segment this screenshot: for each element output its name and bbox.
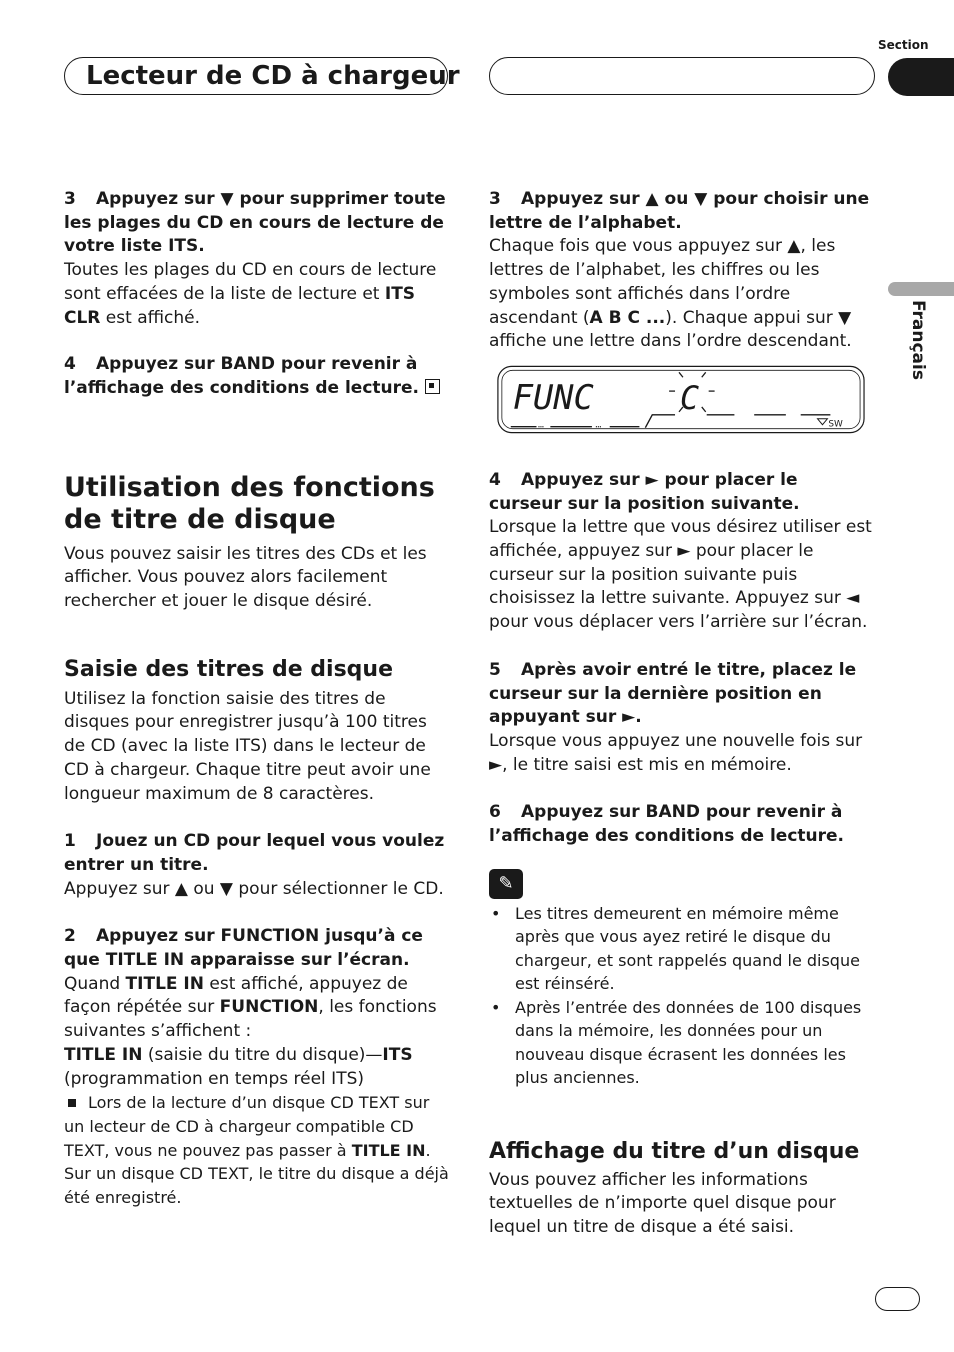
lcd-display-illustration xyxy=(489,365,867,435)
lcd-func-text: FUNC xyxy=(512,377,594,417)
display-title-intro: Vous pouvez afficher les informations textuelles de n’importe quel disque pour lequel un titre de disque a été saisi. xyxy=(489,1169,836,1238)
lcd-sw-label: SW xyxy=(828,419,843,430)
section-intro: Vous pouvez saisir les titres des CDs et les afficher. Vous pouvez alors facilement rechercher et jouer le disque désiré. xyxy=(64,543,427,612)
right-column xyxy=(489,188,875,1240)
end-of-section-icon xyxy=(425,379,440,394)
entry-step-2-title: 2 Appuyez sur FUNCTION jusqu’à ce que TITLE IN apparaisse sur l’écran. xyxy=(64,926,423,971)
left-column xyxy=(64,188,450,1210)
lcd-cursor-char: C xyxy=(679,380,700,417)
page-number-frame xyxy=(875,1287,920,1311)
notes-list xyxy=(489,902,875,1090)
section-heading: Utilisation des fonctions de titre de disque xyxy=(64,471,435,535)
note-bullet-icon xyxy=(68,1099,76,1107)
chapter-title: Lecteur de CD à chargeur xyxy=(86,61,460,91)
section-label: Section xyxy=(878,38,929,52)
subtitle-frame xyxy=(489,57,875,95)
cd-text-note: Lors de la lecture d’un disque CD TEXT sur un lecteur de CD à chargeur compatible CD TEXT, vous ne pouvez pas passer à TITLE IN. Sur un disque CD TEXT, le titre du disque a déjà été enregistré. xyxy=(64,1093,449,1208)
letter-step-6-title: 6 Appuyez sur BAND pour revenir à l’affichage des conditions de lecture. xyxy=(489,802,844,847)
letter-step-4-body: Lorsque la lettre que vous désirez utiliser est affichée, appuyez sur ► pour placer le curseur sur la position suivante puis choisissez la lettre suivante. Appuyez sur ◄ pour vous déplacer vers l’arrière sur l’écran. xyxy=(489,517,872,633)
section-number-tab xyxy=(888,58,954,96)
note-item: • Après l’entrée des données de 100 disques dans la mémoire, les données pour un nouveau disque écrasent les données les plus anciennes. xyxy=(489,996,875,1090)
note-item: • Les titres demeurent en mémoire même après que vous ayez retiré le disque du chargeur, et sont rappelés quand le disque est réinséré. xyxy=(489,902,875,996)
letter-step-5-body: Lorsque vous appuyez une nouvelle fois sur ►, le titre saisi est mis en mémoire. xyxy=(489,730,863,775)
letter-step-5-title: 5 Après avoir entré le titre, placez le curseur sur la dernière position en appuyant sur ►. xyxy=(489,659,857,728)
step-4-title: 4 Appuyez sur BAND pour revenir à l’affichage des conditions de lecture. xyxy=(64,353,450,400)
letter-step-3-body: Chaque fois que vous appuyez sur ▲, les lettres de l’alphabet, les chiffres ou les symboles sont affichés dans l’ordre ascendant (A B C ...). Chaque appui sur ▼ affiche une lettre dans l’ordre descendant. xyxy=(489,236,852,352)
lcd-display xyxy=(489,365,875,439)
letter-step-3-title: 3 Appuyez sur ▲ ou ▼ pour choisir une lettre de l’alphabet. xyxy=(489,189,870,233)
subsection-heading: Saisie des titres de disque xyxy=(64,656,394,682)
step-3-body: Toutes les plages du CD en cours de lecture sont effacées de la liste de lecture et ITS CLR est affiché. xyxy=(64,260,437,328)
letter-step-4-title: 4 Appuyez sur ► pour placer le curseur sur la position suivante. xyxy=(489,469,800,514)
language-tab xyxy=(888,282,954,296)
entry-step-1-title: 1 Jouez un CD pour lequel vous voulez entrer un titre. xyxy=(64,831,445,875)
entry-step-1-body: Appuyez sur ▲ ou ▼ pour sélectionner le CD. xyxy=(64,878,444,899)
step-3-title: 3 Appuyez sur ▼ pour supprimer toute les plages du CD en cours de lecture de votre liste ITS. xyxy=(64,189,446,257)
note-icon: ✎ xyxy=(489,869,523,899)
display-title-heading: Affichage du titre d’un disque xyxy=(489,1138,860,1164)
language-label: Français xyxy=(908,300,928,380)
function-list: TITLE IN (saisie du titre du disque)—ITS (programmation en temps réel ITS) xyxy=(64,1044,413,1089)
entry-step-2-body: Quand TITLE IN est affiché, appuyez de façon répétée sur FUNCTION, les fonctions suivantes s’affichent : xyxy=(64,973,437,1042)
subsection-intro: Utilisez la fonction saisie des titres de disques pour enregistrer jusqu’à 100 titres de CD (avec la liste ITS) dans le lecteur de CD à chargeur. Chaque titre peut avoir une longueur maximum de 8 caractères. xyxy=(64,688,431,804)
